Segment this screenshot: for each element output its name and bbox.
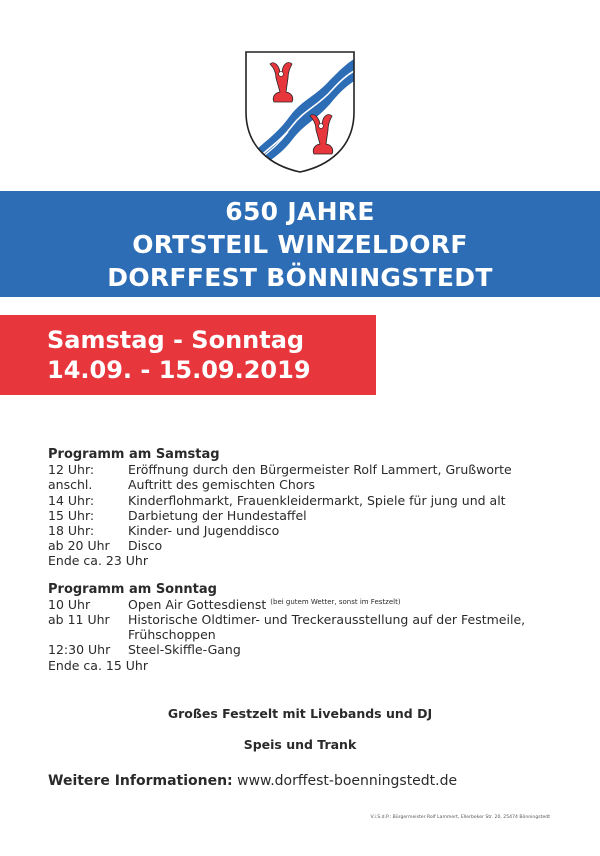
saturday-heading: Programm am Samstag [48, 447, 220, 462]
list-item: 15 Uhr: Darbietung der Hundestaffel [48, 507, 307, 523]
title-line-2: ORTSTEIL WINZELDORF [132, 230, 468, 259]
title-line-1: 650 JAHRE [225, 197, 375, 226]
list-item: ab 11 Uhr Historische Oldtimer- und Treckerausstellung auf der Festmeile, Frühschoppen [48, 612, 526, 643]
more-info [48, 773, 457, 789]
sunday-heading: Programm am Sonntag [48, 581, 217, 597]
list-item: anschl. Auftritt des gemischten Chors [48, 477, 316, 493]
date-banner [0, 315, 376, 395]
date-days: Samstag - Sonntag [47, 326, 305, 354]
list-item: 10 Uhr Open Air Gottesdienst $^{(bei gutem Wetter, sonst im Festzelt)}$ [48, 596, 401, 612]
list-item: ab 20 Uhr Disco [48, 538, 163, 554]
food-highlight: Speis und Trank [243, 737, 357, 752]
program [48, 447, 568, 673]
festzelt-highlight: Großes Festzelt mit Livebands und DJ [167, 706, 433, 721]
imprint: V.i.S.d.P.: Bürgermeister Rolf Lammert, Ellerbeker Str. 20, 25474 Bönningstedt [370, 815, 550, 820]
sunday-end: Ende ca. 15 Uhr [48, 657, 148, 673]
date-range: 14.09. - 15.09.2019 [47, 356, 311, 384]
list-item: 12:30 Uhr Steel-Skiffle-Gang [48, 642, 241, 658]
more-info-label: Weitere Informationen: [48, 773, 233, 789]
list-item: 18 Uhr: Kinder- und Jugenddisco [48, 523, 280, 539]
title-banner [0, 191, 600, 297]
weather-note: (bei gutem Wetter, sonst im Festzelt) [270, 597, 401, 606]
list-item: 12 Uhr: Eröffnung durch den Bürgermeister Rolf Lammert, Grußworte [48, 462, 512, 478]
website-link[interactable]: www.dorffest-boenningstedt.de [237, 773, 458, 789]
coat-of-arms [244, 50, 356, 174]
list-item: 14 Uhr: Kinderflohmarkt, Frauenkleidermarkt, Spiele für jung und alt [48, 492, 506, 508]
saturday-end: Ende ca. 23 Uhr [48, 553, 148, 569]
title-line-3: DORFFEST BÖNNINGSTEDT [107, 263, 493, 292]
